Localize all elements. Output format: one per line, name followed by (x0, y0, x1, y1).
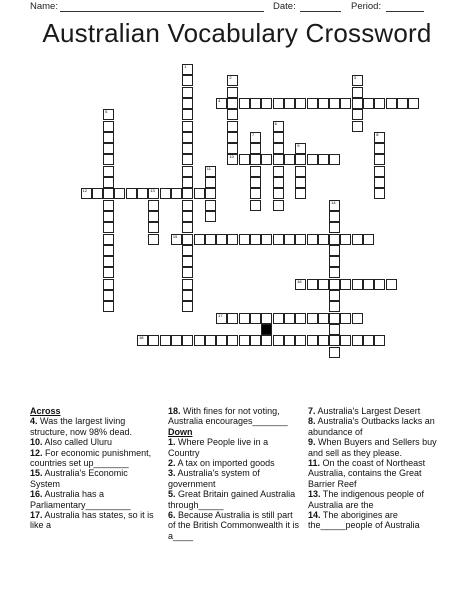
grid-cell[interactable] (148, 222, 159, 233)
grid-cell[interactable] (363, 98, 374, 109)
clue-number: 18. (168, 406, 181, 416)
grid-cell[interactable] (261, 335, 272, 346)
grid-cell[interactable] (205, 234, 216, 245)
clue-number-label: 9 (297, 143, 300, 149)
grid-cell[interactable] (261, 313, 272, 324)
grid-cell[interactable] (103, 200, 114, 211)
grid-cell[interactable] (103, 245, 114, 256)
grid-cell[interactable] (295, 234, 306, 245)
grid-cell[interactable] (374, 188, 385, 199)
grid-cell[interactable] (374, 98, 385, 109)
grid-cell[interactable] (182, 188, 193, 199)
grid-cell[interactable] (182, 98, 193, 109)
grid-cell[interactable] (273, 200, 284, 211)
grid-cell[interactable] (103, 211, 114, 222)
grid-cell[interactable] (374, 177, 385, 188)
grid-cell[interactable] (148, 234, 159, 245)
grid-cell[interactable] (182, 87, 193, 98)
grid-cell[interactable] (250, 166, 261, 177)
grid-cell[interactable] (273, 132, 284, 143)
grid-cell[interactable] (171, 335, 182, 346)
clue-number-label: 7 (252, 131, 255, 137)
grid-cell[interactable] (329, 335, 340, 346)
grid-cell[interactable] (329, 290, 340, 301)
black-cell (261, 324, 272, 335)
grid-cell[interactable] (148, 188, 159, 199)
clue-number: 12. (30, 447, 43, 458)
grid-cell[interactable] (307, 313, 318, 324)
grid-cell[interactable] (273, 143, 284, 154)
grid-cell[interactable] (386, 279, 397, 290)
grid-cell[interactable] (284, 313, 295, 324)
grid-cell[interactable] (295, 188, 306, 199)
clue-text: Was the largest living structure, now 98% dead. (30, 416, 133, 437)
grid-cell[interactable] (182, 109, 193, 120)
clue-number-label: 8 (376, 131, 379, 137)
grid-cell[interactable] (284, 335, 295, 346)
grid-cell[interactable] (273, 166, 284, 177)
clue-down-6 (168, 510, 300, 541)
grid-cell[interactable] (261, 98, 272, 109)
grid-cell[interactable] (318, 154, 329, 165)
clue-across-16 (30, 489, 160, 510)
grid-cell[interactable] (227, 234, 238, 245)
clue-text: Australia has states, so it is like a (30, 510, 154, 531)
clue-text: A tax on imported goods (177, 458, 275, 469)
grid-cell[interactable] (137, 188, 148, 199)
grid-cell[interactable] (114, 188, 125, 199)
grid-cell[interactable] (103, 290, 114, 301)
grid-cell[interactable] (363, 234, 374, 245)
clue-down-8 (308, 416, 448, 437)
grid-cell[interactable] (126, 188, 137, 199)
clue-number-label: 11 (206, 165, 211, 171)
grid-cell[interactable] (194, 188, 205, 199)
clue-text: The aborigines are the_____people of Australia (308, 510, 420, 531)
clue-down-13 (308, 489, 448, 510)
grid-cell[interactable] (273, 121, 284, 132)
grid-cell[interactable] (205, 335, 216, 346)
clue-down-9 (308, 437, 448, 458)
grid-cell[interactable] (205, 211, 216, 222)
clue-number-label: 1 (184, 64, 187, 69)
grid-cell[interactable] (329, 267, 340, 278)
grid-cell[interactable] (352, 98, 363, 109)
clue-number: 9. (308, 437, 316, 448)
grid-cell[interactable] (284, 154, 295, 165)
grid-cell[interactable] (250, 132, 261, 143)
down-heading: Down (168, 426, 193, 437)
grid-cell[interactable] (250, 177, 261, 188)
grid-cell[interactable] (352, 335, 363, 346)
grid-cell[interactable] (352, 279, 363, 290)
grid-cell[interactable] (227, 132, 238, 143)
grid-cell[interactable] (205, 188, 216, 199)
clue-number: 15. (30, 468, 43, 479)
clue-number: 4. (30, 416, 38, 427)
grid-cell[interactable] (318, 234, 329, 245)
clue-text: With fines for not voting, Australia encourages_______ (168, 406, 288, 427)
clue-number-label: 12 (82, 188, 87, 194)
grid-cell[interactable] (239, 335, 250, 346)
grid-cell[interactable] (261, 234, 272, 245)
grid-cell[interactable] (160, 188, 171, 199)
grid-cell[interactable] (194, 234, 205, 245)
grid-cell[interactable] (92, 188, 103, 199)
grid-cell[interactable] (329, 279, 340, 290)
grid-cell[interactable] (250, 234, 261, 245)
grid-cell[interactable] (329, 200, 340, 211)
clue-down-11 (308, 458, 448, 489)
clue-number-label: 18 (139, 335, 144, 341)
grid-cell[interactable] (273, 335, 284, 346)
clue-down-14 (308, 510, 448, 531)
clue-text: Because Australia is still part of the British Commonwealth it is a____ (168, 510, 300, 541)
grid-cell[interactable] (284, 98, 295, 109)
grid-cell[interactable] (216, 234, 227, 245)
grid-cell[interactable] (171, 234, 182, 245)
grid-cell[interactable] (340, 279, 351, 290)
grid-cell[interactable] (137, 335, 148, 346)
name-label: Name: (30, 1, 58, 12)
grid-cell[interactable] (182, 301, 193, 312)
grid-cell[interactable] (329, 324, 340, 335)
clue-down-3 (168, 468, 300, 489)
grid-cell[interactable] (148, 335, 159, 346)
clue-number-label: 16 (297, 278, 302, 284)
clue-column-2 (168, 406, 300, 541)
grid-cell[interactable] (374, 132, 385, 143)
clue-text: Australia's Outbacks lacks an abundance of (308, 416, 435, 437)
grid-cell[interactable] (182, 211, 193, 222)
grid-cell[interactable] (227, 87, 238, 98)
date-label: Date: (273, 1, 296, 12)
grid-cell[interactable] (227, 335, 238, 346)
clue-down-5 (168, 489, 300, 510)
grid-cell[interactable] (352, 109, 363, 120)
grid-cell[interactable] (103, 143, 114, 154)
grid-cell[interactable] (352, 75, 363, 86)
clue-down-7 (308, 406, 448, 416)
grid-cell[interactable] (216, 313, 227, 324)
grid-cell[interactable] (239, 313, 250, 324)
grid-cell[interactable] (103, 301, 114, 312)
grid-cell[interactable] (227, 121, 238, 132)
grid-cell[interactable] (250, 200, 261, 211)
grid-cell[interactable] (329, 347, 340, 358)
clue-text: Where People live in a Country (168, 437, 269, 458)
grid-cell[interactable] (386, 98, 397, 109)
grid-cell[interactable] (250, 313, 261, 324)
clue-number-label: 4 (218, 97, 221, 103)
clue-text: Australia has a Parliamentary_________ (30, 489, 131, 510)
clue-number-label: 14 (331, 199, 336, 205)
grid-cell[interactable] (273, 234, 284, 245)
grid-cell[interactable] (182, 267, 193, 278)
grid-cell[interactable] (318, 279, 329, 290)
grid-cell[interactable] (352, 121, 363, 132)
grid-cell[interactable] (250, 143, 261, 154)
grid-cell[interactable] (182, 222, 193, 233)
grid-cell[interactable] (182, 234, 193, 245)
clue-number: 5. (168, 489, 176, 500)
grid-cell[interactable] (340, 98, 351, 109)
clue-number-label: 17 (218, 312, 223, 318)
clue-text: When Buyers and Sellers buy and sell as they please. (308, 437, 437, 458)
grid-cell[interactable] (148, 200, 159, 211)
grid-cell[interactable] (227, 143, 238, 154)
clue-number: 17. (30, 510, 43, 521)
grid-cell[interactable] (295, 98, 306, 109)
clue-text: On the coast of Northeast Australia, contains the Great Barrier Reef (308, 458, 426, 489)
grid-cell[interactable] (329, 301, 340, 312)
grid-cell[interactable] (103, 132, 114, 143)
grid-cell[interactable] (329, 211, 340, 222)
grid-cell[interactable] (239, 154, 250, 165)
name-field[interactable] (60, 11, 264, 12)
grid-cell[interactable] (103, 166, 114, 177)
grid-cell[interactable] (216, 335, 227, 346)
grid-cell[interactable] (216, 98, 227, 109)
clue-number: 6. (168, 510, 176, 521)
clue-number-label: 3 (353, 75, 356, 81)
clue-number: 7. (308, 406, 316, 416)
grid-cell[interactable] (160, 335, 171, 346)
clue-number-label: 6 (274, 120, 277, 126)
grid-cell[interactable] (205, 177, 216, 188)
clue-column-3 (308, 406, 448, 531)
clue-across-15 (30, 468, 160, 489)
grid-cell[interactable] (307, 234, 318, 245)
clue-number: 10. (30, 437, 43, 448)
grid-cell[interactable] (194, 335, 205, 346)
clue-text: Australia's Largest Desert (317, 406, 421, 416)
grid-cell[interactable] (295, 335, 306, 346)
grid-cell[interactable] (307, 154, 318, 165)
grid-cell[interactable] (340, 313, 351, 324)
grid-cell[interactable] (273, 98, 284, 109)
grid-cell[interactable] (205, 200, 216, 211)
grid-cell[interactable] (318, 335, 329, 346)
grid-cell[interactable] (205, 166, 216, 177)
grid-cell[interactable] (318, 98, 329, 109)
grid-cell[interactable] (295, 279, 306, 290)
grid-cell[interactable] (329, 222, 340, 233)
grid-cell[interactable] (363, 335, 374, 346)
grid-cell[interactable] (261, 154, 272, 165)
grid-cell[interactable] (307, 279, 318, 290)
grid-cell[interactable] (329, 154, 340, 165)
grid-cell[interactable] (239, 234, 250, 245)
clue-number-label: 2 (229, 75, 232, 81)
grid-cell[interactable] (103, 267, 114, 278)
grid-cell[interactable] (81, 188, 92, 199)
grid-cell[interactable] (329, 256, 340, 267)
grid-cell[interactable] (397, 98, 408, 109)
grid-cell[interactable] (182, 143, 193, 154)
clue-text: Australia's Economic System (30, 468, 128, 489)
grid-cell[interactable] (352, 234, 363, 245)
grid-cell[interactable] (250, 188, 261, 199)
grid-cell[interactable] (182, 64, 193, 75)
grid-cell[interactable] (273, 313, 284, 324)
clue-column-1 (30, 406, 160, 531)
grid-cell[interactable] (329, 313, 340, 324)
grid-cell[interactable] (295, 143, 306, 154)
clue-across-10 (30, 437, 160, 447)
grid-cell[interactable] (182, 245, 193, 256)
grid-cell[interactable] (295, 313, 306, 324)
grid-cell[interactable] (340, 234, 351, 245)
grid-cell[interactable] (352, 313, 363, 324)
grid-cell[interactable] (250, 335, 261, 346)
date-field[interactable] (300, 11, 341, 12)
grid-cell[interactable] (329, 98, 340, 109)
grid-cell[interactable] (182, 166, 193, 177)
clue-across-18 (168, 406, 300, 427)
clue-down-1 (168, 437, 300, 458)
grid-cell[interactable] (182, 200, 193, 211)
clue-number: 3. (168, 468, 176, 479)
grid-cell[interactable] (374, 166, 385, 177)
grid-cell[interactable] (171, 188, 182, 199)
grid-cell[interactable] (318, 313, 329, 324)
grid-cell[interactable] (103, 234, 114, 245)
grid-cell[interactable] (374, 279, 385, 290)
clue-text: Australia's system of government (168, 468, 260, 489)
grid-cell[interactable] (103, 177, 114, 188)
grid-cell[interactable] (273, 177, 284, 188)
period-label: Period: (351, 1, 382, 12)
period-field[interactable] (386, 11, 424, 12)
grid-cell[interactable] (250, 98, 261, 109)
grid-cell[interactable] (182, 177, 193, 188)
clue-across-17 (30, 510, 160, 531)
grid-cell[interactable] (408, 98, 419, 109)
grid-cell[interactable] (182, 279, 193, 290)
clue-across-12 (30, 448, 160, 469)
grid-cell[interactable] (103, 109, 114, 120)
clue-number-label: 15 (172, 233, 178, 239)
clue-number: 16. (30, 489, 43, 500)
grid-cell[interactable] (182, 154, 193, 165)
clue-number: 2. (168, 458, 176, 469)
grid-cell[interactable] (352, 87, 363, 98)
clue-down-2 (168, 458, 300, 468)
grid-cell[interactable] (227, 154, 238, 165)
grid-cell[interactable] (227, 98, 238, 109)
grid-cell[interactable] (295, 177, 306, 188)
clue-number: 11. (308, 458, 321, 469)
clue-text: The indigenous people of Australia are the (308, 489, 424, 510)
header (0, 0, 474, 14)
grid-cell[interactable] (227, 75, 238, 86)
grid-cell[interactable] (374, 143, 385, 154)
clue-number: 1. (168, 437, 176, 448)
grid-cell[interactable] (103, 279, 114, 290)
grid-cell[interactable] (340, 335, 351, 346)
grid-cell[interactable] (284, 234, 295, 245)
grid-cell[interactable] (374, 335, 385, 346)
grid-cell[interactable] (273, 188, 284, 199)
grid-cell[interactable] (239, 98, 250, 109)
clue-text: Great Britain gained Australia through_____ (168, 489, 296, 510)
clue-number: 8. (308, 416, 316, 427)
grid-cell[interactable] (182, 132, 193, 143)
grid-cell[interactable] (329, 234, 340, 245)
grid-cell[interactable] (374, 154, 385, 165)
clue-number: 13. (308, 489, 321, 500)
grid-cell[interactable] (182, 75, 193, 86)
grid-cell[interactable] (103, 121, 114, 132)
clue-number-label: 10 (229, 154, 234, 160)
across-heading: Across (30, 406, 61, 416)
grid-cell[interactable] (103, 154, 114, 165)
grid-cell[interactable] (148, 211, 159, 222)
grid-cell[interactable] (182, 290, 193, 301)
clue-number: 14. (308, 510, 321, 521)
grid-cell[interactable] (182, 121, 193, 132)
grid-cell[interactable] (227, 313, 238, 324)
clue-across-4 (30, 416, 160, 437)
grid-cell[interactable] (103, 222, 114, 233)
grid-cell[interactable] (329, 245, 340, 256)
grid-cell[interactable] (307, 335, 318, 346)
grid-cell[interactable] (182, 256, 193, 267)
grid-cell[interactable] (363, 279, 374, 290)
grid-cell[interactable] (295, 166, 306, 177)
grid-cell[interactable] (103, 188, 114, 199)
grid-cell[interactable] (103, 256, 114, 267)
grid-cell[interactable] (182, 335, 193, 346)
grid-cell[interactable] (227, 109, 238, 120)
grid-cell[interactable] (273, 154, 284, 165)
page-title: Australian Vocabulary Crossword (42, 18, 432, 48)
grid-cell[interactable] (250, 154, 261, 165)
clue-text: Also called Uluru (44, 437, 113, 448)
clue-text: For economic punishment, countries set up_______ (30, 447, 152, 469)
grid-cell[interactable] (295, 154, 306, 165)
grid-cell[interactable] (307, 98, 318, 109)
clue-number-label: 13 (150, 188, 155, 194)
clue-number-label: 5 (105, 109, 108, 115)
